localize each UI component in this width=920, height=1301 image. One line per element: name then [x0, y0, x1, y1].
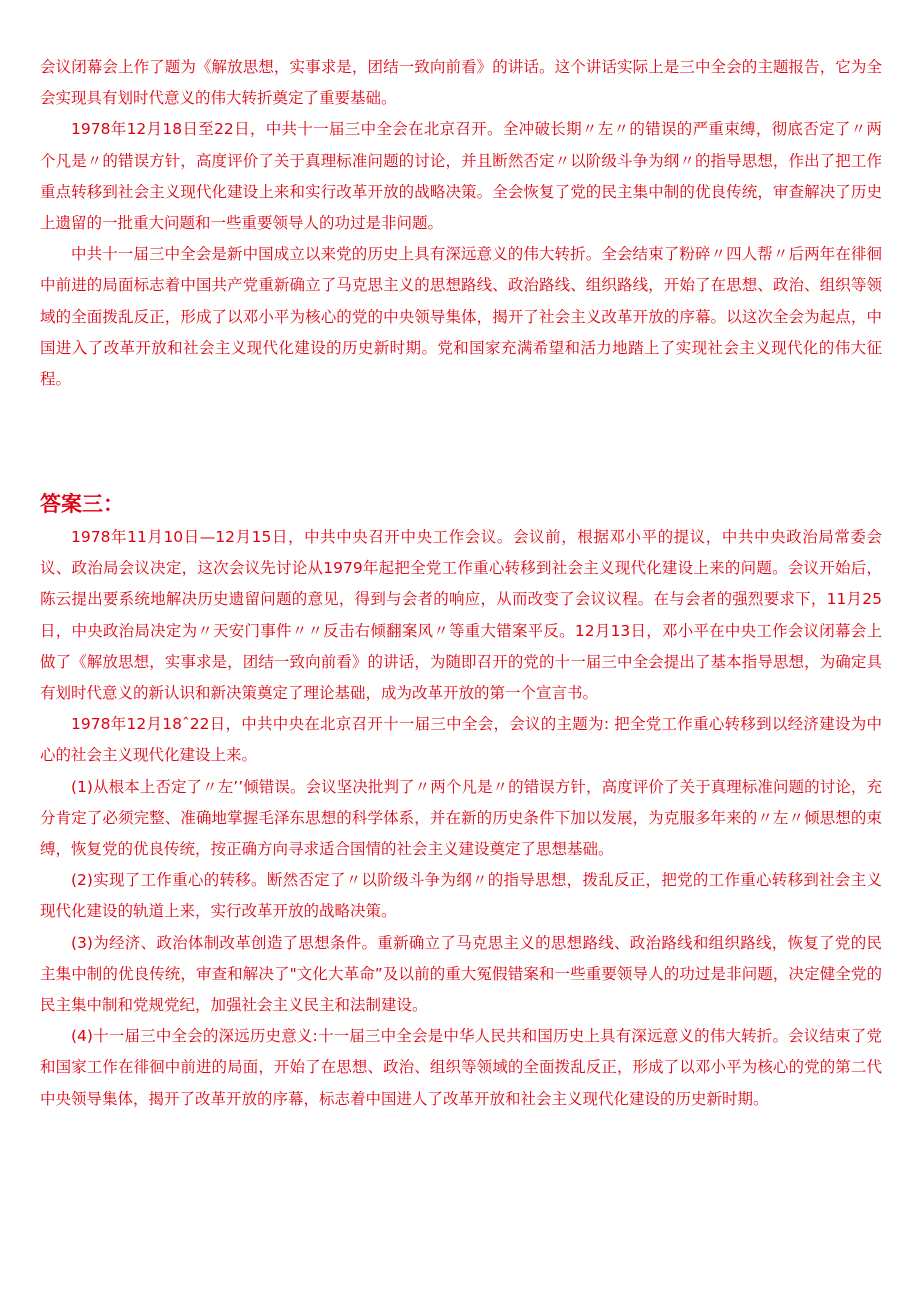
- paragraph-plenum-theme: 1978年12月18ˆ22日，中共中央在北京召开十一届三中全会，会议的主题为: 把全党工作重心转移到以经济建设为中心的社会主义现代化建设上来。: [40, 715, 882, 765]
- paragraph-point-2: (2)实现了工作重心的转移。断然否定了〃以阶级斗争为纲〃的指导思想，拨乱反正，把党的工作重心转移到社会主义现代化建设的轨道上来，实行改革开放的战略决策。: [40, 871, 882, 921]
- paragraph-point-4: (4)十一届三中全会的深远历史意义:十一届三中全会是中华人民共和国历史上具有深远意义的伟大转折。会议结束了党和国家工作在徘徊中前进的局面，开始了在思想、政治、组织等领域的全面拨乱反正，形成了以邓小平为核心的党的第二代中央领导集体，揭开了改革开放的序幕，标志着中国进人了改革开放和社会主义现代化建设的历史新时期。: [40, 1027, 882, 1108]
- answer-three-heading: 答案三：: [40, 492, 124, 516]
- paragraph-work-conference: 1978年11月10日—12月15日，中共中央召开中央工作会议。会议前，根据邓小平的提议，中共中央政治局常委会议、政治局会议决定，这次会议先讨论从1979年起把全党工作重心转移到社会主义现代化建设上来的问题。会议开始后，陈云提出要系统地解决历史遗留问题的意见，得到与会者的响应，从而改变了会议议程。在与会者的强烈要求下，11月25日，中央政治局决定为〃天安门事件〃〃反击右倾翻案风〃等重大错案平反。12月13日，邓小平在中央工作会议闭幕会上做了《解放思想，实事求是，团结一致向前看》的讲话，为随即召开的党的十一届三中全会提出了基本指导思想，为确定具有划时代意义的新认识和新决策奠定了理论基础，成为改革开放的第一个宣言书。: [40, 528, 882, 703]
- previous-answer-section: [40, 52, 882, 395]
- paragraph-closing-speech: 会议闭幕会上作了题为《解放思想，实事求是，团结一致向前看》的讲话。这个讲话实际上是三中全会的主题报告，它为全会实现具有划时代意义的伟大转折奠定了重要基础。: [40, 58, 882, 108]
- paragraph-point-3: (3)为经济、政治体制改革创造了思想条件。重新确立了马克思主义的思想路线、政治路线和组织路线，恢复了党的民主集中制的优良传统，审查和解决了"文化大革命”及以前的重大冤假错案和一些重要领导人的功过是非问题，决定健全党的民主集中制和党规党纪，加强社会主义民主和法制建设。: [40, 933, 882, 1015]
- answer-three-heading-block: [40, 489, 882, 519]
- paragraph-plenum-dates: 1978年12月18日至22日，中共十一届三中全会在北京召开。全冲破长期〃左〃的错误的严重束缚，彻底否定了〃两个凡是〃的错误方针，高度评价了关于真理标准问题的讨论，并且断然否定〃以阶级斗争为纲〃的指导思想，作出了把工作重点转移到社会主义现代化建设上来和实行改革开放的战略决策。全会恢复了党的民主集中制的优良传统，审查解决了历史上遗留的一批重大问题和一些重要领导人的功过是非问题。: [40, 120, 882, 233]
- paragraph-point-1: (1)从根本上否定了〃左’’倾错误。会议坚决批判了〃两个凡是〃的错误方针，高度评价了关于真理标准问题的讨论，充分肯定了必须完整、准确地掌握毛泽东思想的科学体系，并在新的历史条件下加以发展，为克服多年来的〃左〃倾思想的束缚，恢复党的优良传统，按正确方向寻求适合国情的社会主义建设奠定了思想基础。: [40, 777, 882, 859]
- answer-three-section: [40, 522, 882, 1115]
- paragraph-plenum-significance: 中共十一届三中全会是新中国成立以来党的历史上具有深远意义的伟大转折。全会结束了粉碎〃四人帮〃后两年在徘徊中前进的局面标志着中国共产党重新确立了马克思主义的思想路线、政治路线、组织路线，开始了在思想、政治、组织等领域的全面拨乱反正，形成了以邓小平为核心的党的中央领导集体，揭开了社会主义改革开放的序幕。以这次全会为起点，中国进入了改革开放和社会主义现代化建设的历史新时期。党和国家充满希望和活力地踏上了实现社会主义现代化的伟大征程。: [40, 245, 882, 389]
